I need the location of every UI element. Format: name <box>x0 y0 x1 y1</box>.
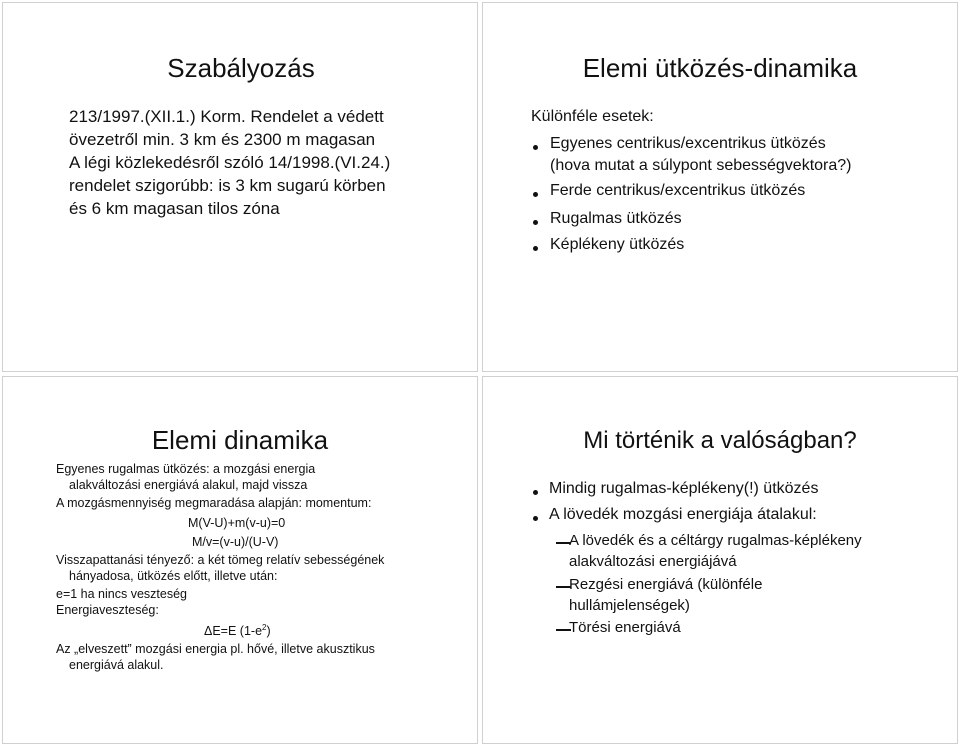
bullet-item: Mindig rugalmas-képlékeny(!) ütközés <box>549 480 819 497</box>
bullet-icon <box>533 192 538 197</box>
slide-title: Szabályozás <box>167 53 315 83</box>
text-line: övezetről min. 3 km és 2300 m magasan <box>69 130 376 149</box>
energy-loss-formula <box>204 623 271 638</box>
formula: M(V-U)+m(v-u)=0 <box>188 516 286 530</box>
text-line: A légi közlekedésről szóló 14/1998.(VI.24.) <box>69 153 391 172</box>
slide-szabalyozas <box>2 2 478 372</box>
sub-item: Törési energiává <box>569 619 681 636</box>
slide-mi-tortenik <box>482 376 958 744</box>
formula-close: ) <box>266 624 271 639</box>
bullet-continuation: (hova mutat a súlypont sebességvektora?) <box>550 157 852 174</box>
bullet-icon <box>533 516 538 521</box>
slide-title: Elemi dinamika <box>151 425 329 455</box>
bullet-item: A lövedék mozgási energiája átalakul: <box>549 506 817 523</box>
bullet-item: Rugalmas ütközés <box>550 210 682 227</box>
sub-item: A lövedék és a céltárgy rugalmas-képlékeny <box>569 532 862 549</box>
formula: M/v=(v-u)/(U-V) <box>192 535 279 549</box>
bullet-icon <box>533 145 538 150</box>
sub-item-continuation: alakváltozási energiájává <box>569 553 737 570</box>
formula-main: ΔE=E (1-e <box>204 624 263 639</box>
bullet-icon <box>533 490 538 495</box>
slide-title: Elemi ütközés-dinamika <box>582 53 858 83</box>
text-line: Egyenes rugalmas ütközés: a mozgási energia <box>56 462 316 476</box>
intro-text: Különféle esetek: <box>531 108 654 125</box>
text-line: Energiaveszteség: <box>56 603 159 617</box>
text-line: és 6 km magasan tilos zóna <box>69 199 280 218</box>
text-line: A mozgásmennyiség megmaradása alapján: momentum: <box>56 496 372 510</box>
slide-elemi-dinamika <box>2 376 478 744</box>
formula-exponent: 2 <box>262 623 267 632</box>
bullet-item: Ferde centrikus/excentrikus ütközés <box>550 182 806 199</box>
text-line: e=1 ha nincs veszteség <box>56 587 187 601</box>
text-line: hányadosa, ütközés előtt, illetve után: <box>69 569 278 583</box>
bullet-item: Egyenes centrikus/excentrikus ütközés <box>550 135 826 152</box>
text-line: rendelet szigorúbb: is 3 km sugarú körben <box>69 176 386 195</box>
sub-item-continuation: hullámjelenségek) <box>569 597 690 614</box>
bullet-icon <box>533 246 538 251</box>
text-line: Az „elveszett” mozgási energia pl. hővé, illetve akusztikus <box>56 642 375 656</box>
slide-title: Mi történik a valóságban? <box>583 427 857 454</box>
sub-item: Rezgési energiává (különféle <box>569 576 763 593</box>
text-line: Visszapattanási tényező: a két tömeg relatív sebességének <box>56 553 385 567</box>
bullet-item: Képlékeny ütközés <box>550 236 685 253</box>
slide-elemi-utkozes-dinamika <box>482 2 958 372</box>
text-line: 213/1997.(XII.1.) Korm. Rendelet a védett <box>69 107 384 126</box>
text-line: energiává alakul. <box>69 658 164 672</box>
text-line: alakváltozási energiává alakul, majd vissza <box>69 478 308 492</box>
bullet-icon <box>533 220 538 225</box>
